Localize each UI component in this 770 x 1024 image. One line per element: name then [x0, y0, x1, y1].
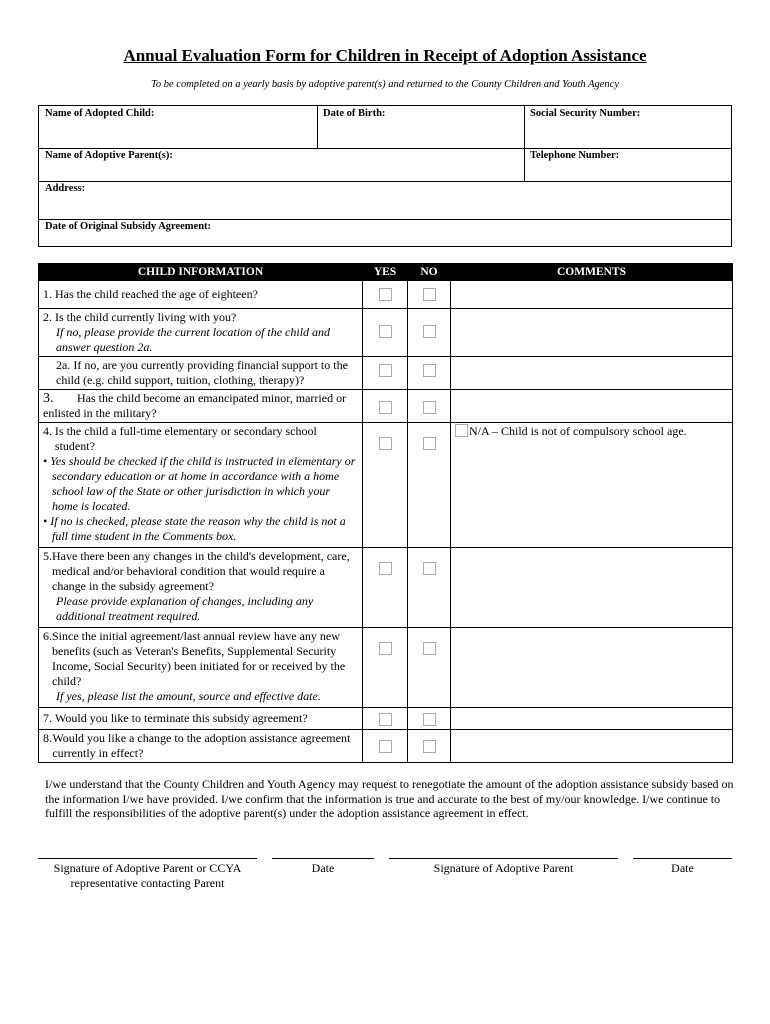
question-row-2a	[39, 357, 733, 390]
telephone-cell	[524, 148, 731, 183]
child-information-header: CHILD INFORMATION	[39, 264, 363, 281]
no-header: NO	[408, 264, 451, 281]
form-subtitle: To be completed on a yearly basis by adoptive parent(s) and returned to the County Children and Youth Agency	[151, 79, 619, 90]
question-text: Has the child reached the age of eighteen?	[55, 287, 258, 301]
adopted-child-name-label: Name of Adopted Child:	[45, 108, 155, 119]
ssn-cell	[524, 106, 731, 141]
q7-yes-checkbox[interactable]	[379, 713, 392, 726]
yes-guidance-note: • Yes should be checked if the child is instructed in elementary or secondary education or at home in accordance with a home school law of the State or other jurisdiction in which your home is located.	[43, 454, 356, 513]
q2a-yes-checkbox[interactable]	[379, 364, 392, 377]
q4-comments-field	[451, 423, 733, 548]
question-row-8	[39, 730, 733, 763]
address-field[interactable]	[45, 194, 725, 214]
ssn-label: Social Security Number:	[530, 108, 641, 119]
question-note: If no, please provide the current location of the child and answer question 2a.	[56, 325, 331, 354]
q7-comments-field[interactable]	[451, 708, 733, 730]
date-of-birth-field[interactable]	[323, 119, 518, 139]
question-number: 6.	[43, 629, 52, 643]
question-text: 2a. If no, are you currently providing financial support to the child (e.g. child support, tuition, clothing, therapy)?	[56, 358, 348, 387]
question-number: 4.	[43, 424, 52, 438]
question-row-5	[39, 548, 733, 628]
certification-statement: I/we understand that the County Children and Youth Agency may request to renegotiate the amount of the adoption assistance subsidy based on the information I/we have provided. I/we confirm that the information is true and accurate to the best of my/our knowledge. I/we continue to fulfill the responsibilities of the adoptive parent(s) under the adoption assistance agreement in effect.	[45, 777, 734, 820]
q3-comments-field[interactable]	[451, 390, 733, 423]
q4-no-checkbox[interactable]	[423, 437, 436, 450]
not-applicable-label: N/A – Child is not of compulsory school age.	[469, 424, 687, 438]
subsidy-date-label: Date of Original Subsidy Agreement:	[45, 221, 212, 232]
question-number: 2.	[43, 310, 52, 324]
question-number: 7.	[43, 711, 52, 725]
q2a-no-checkbox[interactable]	[423, 364, 436, 377]
q8-no-checkbox[interactable]	[423, 740, 436, 753]
telephone-field[interactable]	[530, 161, 725, 181]
adopted-child-name-cell	[39, 106, 317, 141]
subsidy-date-field[interactable]	[45, 232, 725, 240]
no-guidance-text: If no is checked, please state the reason why the child is not a full time student in the Comments box.	[50, 514, 346, 543]
q6-yes-checkbox[interactable]	[379, 642, 392, 655]
question-note: Please provide explanation of changes, including any additional treatment required.	[56, 594, 314, 623]
question-row-1	[39, 281, 733, 309]
q2-comments-field[interactable]	[451, 309, 733, 357]
date-line-1[interactable]	[272, 858, 374, 859]
question-number: 8.	[43, 731, 52, 745]
q8-yes-checkbox[interactable]	[379, 740, 392, 753]
q1-no-checkbox[interactable]	[423, 288, 436, 301]
yes-guidance-text: Yes should be checked if the child is instructed in elementary or secondary education or at home in accordance with a home school law of the State or other jurisdiction in which your home is located.	[50, 454, 356, 513]
q6-no-checkbox[interactable]	[423, 642, 436, 655]
telephone-label: Telephone Number:	[530, 150, 620, 161]
q1-yes-checkbox[interactable]	[379, 288, 392, 301]
q2-no-checkbox[interactable]	[423, 325, 436, 338]
adopted-child-name-field[interactable]	[45, 119, 311, 139]
adoptive-parents-field[interactable]	[45, 161, 518, 181]
q8-comments-field[interactable]	[451, 730, 733, 763]
not-applicable-checkbox[interactable]	[455, 424, 468, 437]
question-text: Would you like to terminate this subsidy agreement?	[55, 711, 308, 725]
q5-yes-checkbox[interactable]	[379, 562, 392, 575]
signature-line-2[interactable]	[389, 858, 618, 859]
q2-yes-checkbox[interactable]	[379, 325, 392, 338]
yes-header: YES	[363, 264, 408, 281]
adoptive-parents-label: Name of Adoptive Parent(s):	[45, 150, 173, 161]
question-row-3	[39, 390, 733, 423]
child-information-table	[38, 263, 733, 763]
ssn-field[interactable]	[530, 119, 725, 139]
q5-no-checkbox[interactable]	[423, 562, 436, 575]
date-of-birth-label: Date of Birth:	[323, 108, 386, 119]
question-text: Has the child become an emancipated minor, married or enlisted in the military?	[43, 391, 347, 420]
q4-yes-checkbox[interactable]	[379, 437, 392, 450]
header-info-table	[38, 105, 732, 247]
address-label: Address:	[45, 183, 86, 194]
signature-line-1[interactable]	[38, 858, 257, 859]
question-row-4	[39, 423, 733, 548]
date-label-2: Date	[671, 861, 694, 875]
question-number: 1.	[43, 287, 52, 301]
question-text: Have there been any changes in the child's development, care, medical and/or behavioral condition that would require a change in the subsidy agreement?	[52, 549, 350, 593]
q6-comments-field[interactable]	[451, 628, 733, 708]
date-of-birth-cell	[317, 106, 524, 141]
q5-comments-field[interactable]	[451, 548, 733, 628]
question-note: If yes, please list the amount, source and effective date.	[56, 689, 321, 703]
q1-comments-field[interactable]	[451, 281, 733, 309]
address-cell	[39, 181, 731, 216]
question-row-2	[39, 309, 733, 357]
date-label-1: Date	[311, 861, 335, 875]
question-text: Is the child a full-time elementary or secondary school student?	[54, 424, 317, 453]
subsidy-date-cell	[39, 219, 731, 242]
question-text: Since the initial agreement/last annual review have any new benefits (such as Veteran's Benefits, Supplemental Security Income, Social Security) been initiated for or received by the child?	[52, 629, 346, 688]
form-title: Annual Evaluation Form for Children in Receipt of Adoption Assistance	[123, 46, 647, 65]
question-row-7	[39, 708, 733, 730]
q3-no-checkbox[interactable]	[423, 401, 436, 414]
comments-header: COMMENTS	[451, 264, 733, 281]
adoptive-parents-cell	[39, 148, 524, 183]
question-row-6	[39, 628, 733, 708]
signature-label-2: Signature of Adoptive Parent	[433, 861, 574, 875]
question-text: Would you like a change to the adoption assistance agreement currently in effect?	[52, 731, 351, 760]
date-line-2[interactable]	[633, 858, 732, 859]
question-number: 3.	[43, 391, 54, 406]
q7-no-checkbox[interactable]	[423, 713, 436, 726]
q2a-comments-field[interactable]	[451, 357, 733, 390]
no-guidance-note: • If no is checked, please state the reason why the child is not a full time student in the Comments box.	[43, 514, 346, 543]
q3-yes-checkbox[interactable]	[379, 401, 392, 414]
signature-label-1: Signature of Adoptive Parent or CCYA representative contacting Parent	[53, 861, 242, 890]
question-text: Is the child currently living with you?	[55, 310, 237, 324]
question-number: 5.	[43, 549, 52, 563]
